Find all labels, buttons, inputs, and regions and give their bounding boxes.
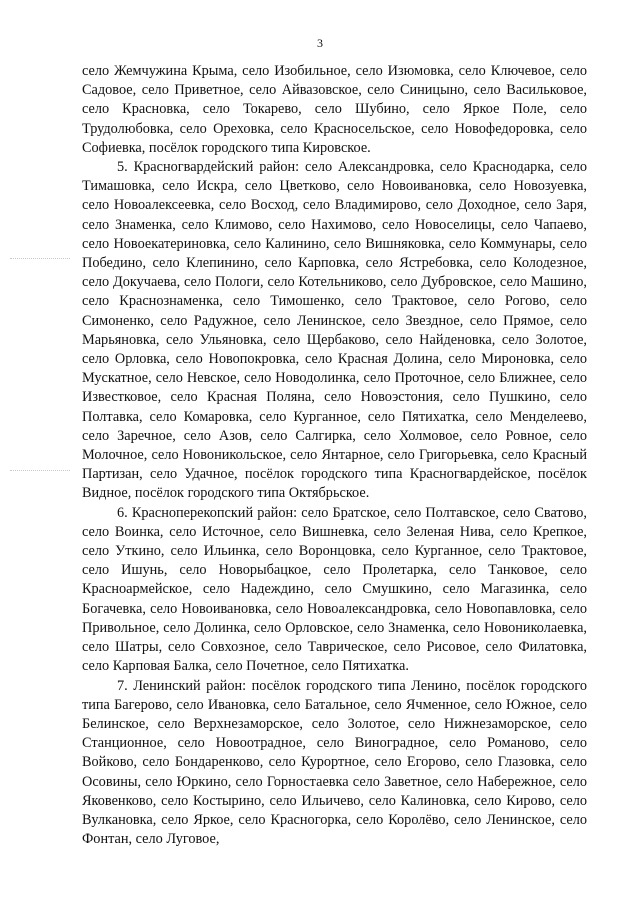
scan-edge-mark — [10, 258, 70, 259]
page-number: 3 — [317, 36, 323, 50]
scan-edge-mark — [10, 470, 70, 471]
paragraph-item-7: 7. Ленинский район: посёлок городского типа Ленино, посёлок городского типа Багерово, село Ивановка, село Батальное, село Ячменное, село Южное, село Белинское, село Верхнезаморское, село Золотое, село Нижнезаморское, село Станционное, село Новоотрадное, село Виноградное, село Романово, село Войково, село Бондаренково, село Курортное, село Егорово, село Глазовка, село Осовины, село Юркино, село Горностаевка село Заветное, село Набережное, село Яковенково, село Костырино, село Ильичево, село Калиновка, село Кирово, село Вулкановка, село Яркое, село Красногорка, село Королёво, село Ленинское, село Фонтан, село Луговое, — [82, 677, 587, 848]
paragraph-item-5: 5. Красногвардейский район: село Александровка, село Краснодарка, село Тимашовка, село Искра, село Цветково, село Новоивановка, село Новозуевка, село Новоалексеевка, село Восход, село Владимирово, село Доходное, село Заря, село Знаменка, село Климово, село Нахимово, село Новоселицы, село Чапаево, село Новоекатериновка, село Калинино, село Вишняковка, село Коммунары, село Побединo, село Клепинино, село Карповка, село Ястребовка, село Колодезное, село Докучаева, село Пологи, село Котельниково, село Дубровское, село Машино, село Краснознаменка, село Тимошенко, село Трактовое, село Рогово, село Симоненко, село Радужное, село Ленинское, село Звездное, село Прямое, село Марьяновка, село Ульяновка, село Щербаково, село Найденовка, село Золотое, село Орловка, село Новопокровка, село Красная Долина, село Мироновка, село Мускатное, село Невское, село Новодолинка, село Проточное, село Ближнее, село Известковое, село Красная Поляна, село Новоэстония, село Пушкино, село Полтавка, село Комаровка, село Курганное, село Пятихатка, село Менделеево, село Заречное, село Азов, село Салгирка, село Холмовое, село Ровное, село Молочное, село Новоникольское, село Янтарное, село Григорьевка, село Красный Партизан, село Удачное, посёлок городского типа Красногвардейское, посёлок Видное, посёлок городского типа Октябрьское. — [82, 159, 587, 502]
paragraph-continuation: село Жемчужина Крыма, село Изобильное, село Изюмовка, село Ключевое, село Садовое, село Приветное, село Айвазовское, село Синицыно, село Васильковое, село Красновка, село Токарево, село Шубино, село Яркое Поле, село Трудолюбовка, село Ореховка, село Красносельское, село Новофедоровка, село Софиевка, посёлок городского типа Кировское. — [82, 63, 587, 156]
document-body — [82, 62, 587, 849]
paragraph-item-6: 6. Красноперекопский район: село Братское, село Полтавское, село Сватово, село Воинка, село Источное, село Вишневка, село Зеленая Нива, село Крепкое, село Уткино, село Ильинка, село Воронцовка, село Курганное, село Трактовое, село Ишунь, село Новорыбацкое, село Пролетарка, село Танковое, село Красноармейское, село Надеждино, село Смушкино, село Магазинка, село Богачевка, село Новоивановка, село Новоалександровка, село Новопавловка, село Привольное, село Долинка, село Орловское, село Знаменка, село Новониколаевка, село Шатры, село Совхозное, село Таврическое, село Рисовое, село Филатовка, село Карповая Балка, село Почетное, село Пятихатка. — [82, 504, 587, 675]
